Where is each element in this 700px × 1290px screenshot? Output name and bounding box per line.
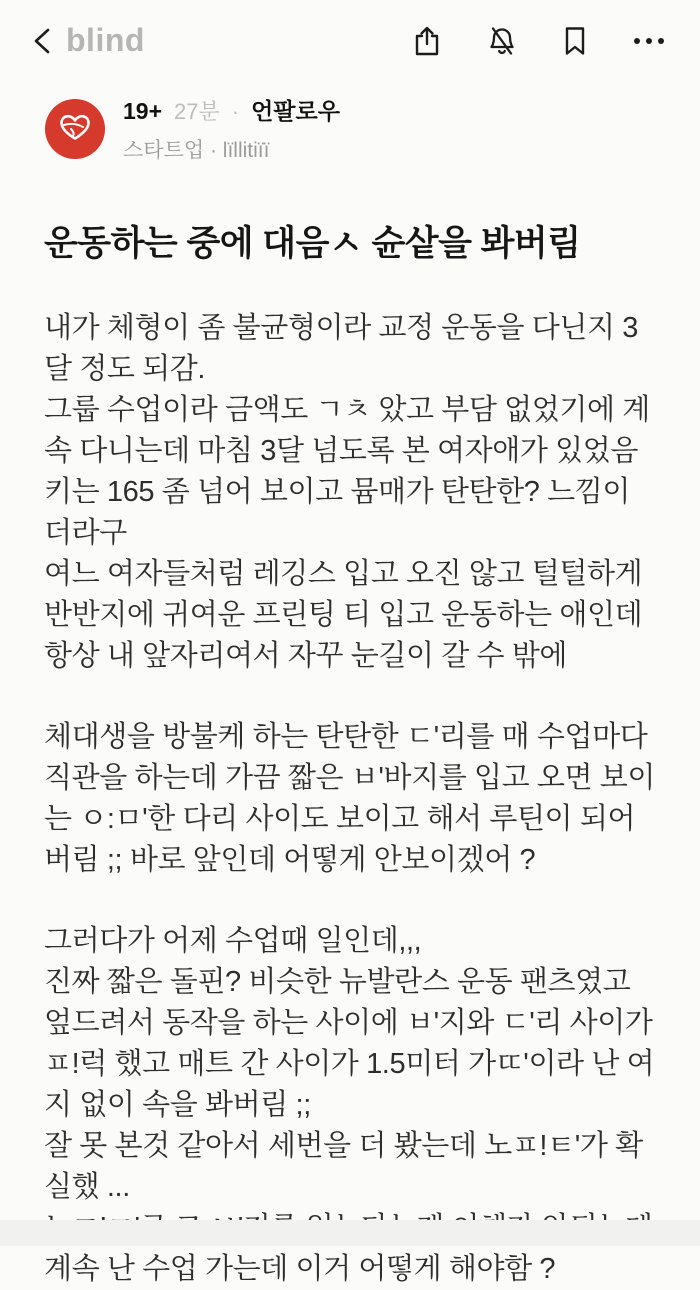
post-timestamp: 27분 <box>174 99 220 124</box>
post-title: 운동하는 중에 대음ㅅ 슌샅을 봐버림 <box>44 224 581 263</box>
meta-separator: · <box>231 99 240 124</box>
bookmark-icon <box>562 25 588 57</box>
post-body <box>0 308 700 1290</box>
share-button[interactable] <box>412 25 442 57</box>
post-meta <box>0 93 700 164</box>
share-icon <box>412 25 442 57</box>
channel-author-line[interactable]: 스타트업 · lïllitiïï <box>123 139 270 162</box>
bell-slash-icon <box>486 25 518 57</box>
unfollow-button[interactable]: 언팔로우 <box>251 98 340 124</box>
topbar-actions <box>412 25 666 57</box>
adult-badge: 19+ <box>123 98 163 124</box>
post-paragraph-1: 내가 체형이 좀 불균형이라 교정 운동을 다닌지 3달 정도 되감. 그룹 수업이라 금액도 ㄱㅊ 았고 부담 없었기에 계속 다니는데 마침 3달 넘도록 본 여자애가 있었음 키는 165 좀 넘어 보이고 뮴매가 탄탄한? 느낌이더라구 여느 여자들처럼 레깅스 입고 오진 않고 털털하게 반반지에 귀여운 프린팅 티 입고 운동하는 애인데 항상 내 앞자리여서 자꾸 눈길이 갈 수 밖에 <box>44 312 650 672</box>
post-paragraph-3: 그러다가 어제 수업때 일인데,,, 진짜 짧은 돌핀? 비슷한 뉴발란스 운동 팬츠였고 엎드려서 동작을 하는 사이에 ㅂ'지와 ㄷ'리 사이가 ㅍ!럭 했고 매트 간 사이가 1.5미터 가ㄸ'이라 난 여지 없이 속을 봐버림 ;; 잘 못 본것 같아서 세번을 더 봤는데 노ㅍ!ㅌ'가 확실했 ... 계속 난 수업 가는데 이거 어떻게 해야함 ? <box>44 925 655 1285</box>
top-navigation-bar <box>0 0 700 67</box>
mute-notifications-button[interactable] <box>486 25 518 57</box>
app-title: blind <box>66 22 145 58</box>
post-meta-text <box>123 93 340 164</box>
bookmark-button[interactable] <box>562 25 588 57</box>
chevron-left-icon <box>30 26 56 56</box>
more-options-button[interactable] <box>632 36 666 46</box>
back-button[interactable] <box>30 26 56 56</box>
ellipsis-icon <box>632 36 666 46</box>
avatar <box>44 98 106 160</box>
post-paragraph-2: 체대생을 방불케 하는 탄탄한 ㄷ'리를 매 수업마다 직관을 하는데 가끔 짧은 ㅂ'바지를 입고 오면 보이는 ㅇ:ㅁ'한 다리 사이도 보이고 해서 루틴이 되어버림 ;; 바로 앞인데 어떻게 안보이겠어 ? <box>44 721 656 876</box>
bottom-edge-strip <box>0 1220 700 1246</box>
